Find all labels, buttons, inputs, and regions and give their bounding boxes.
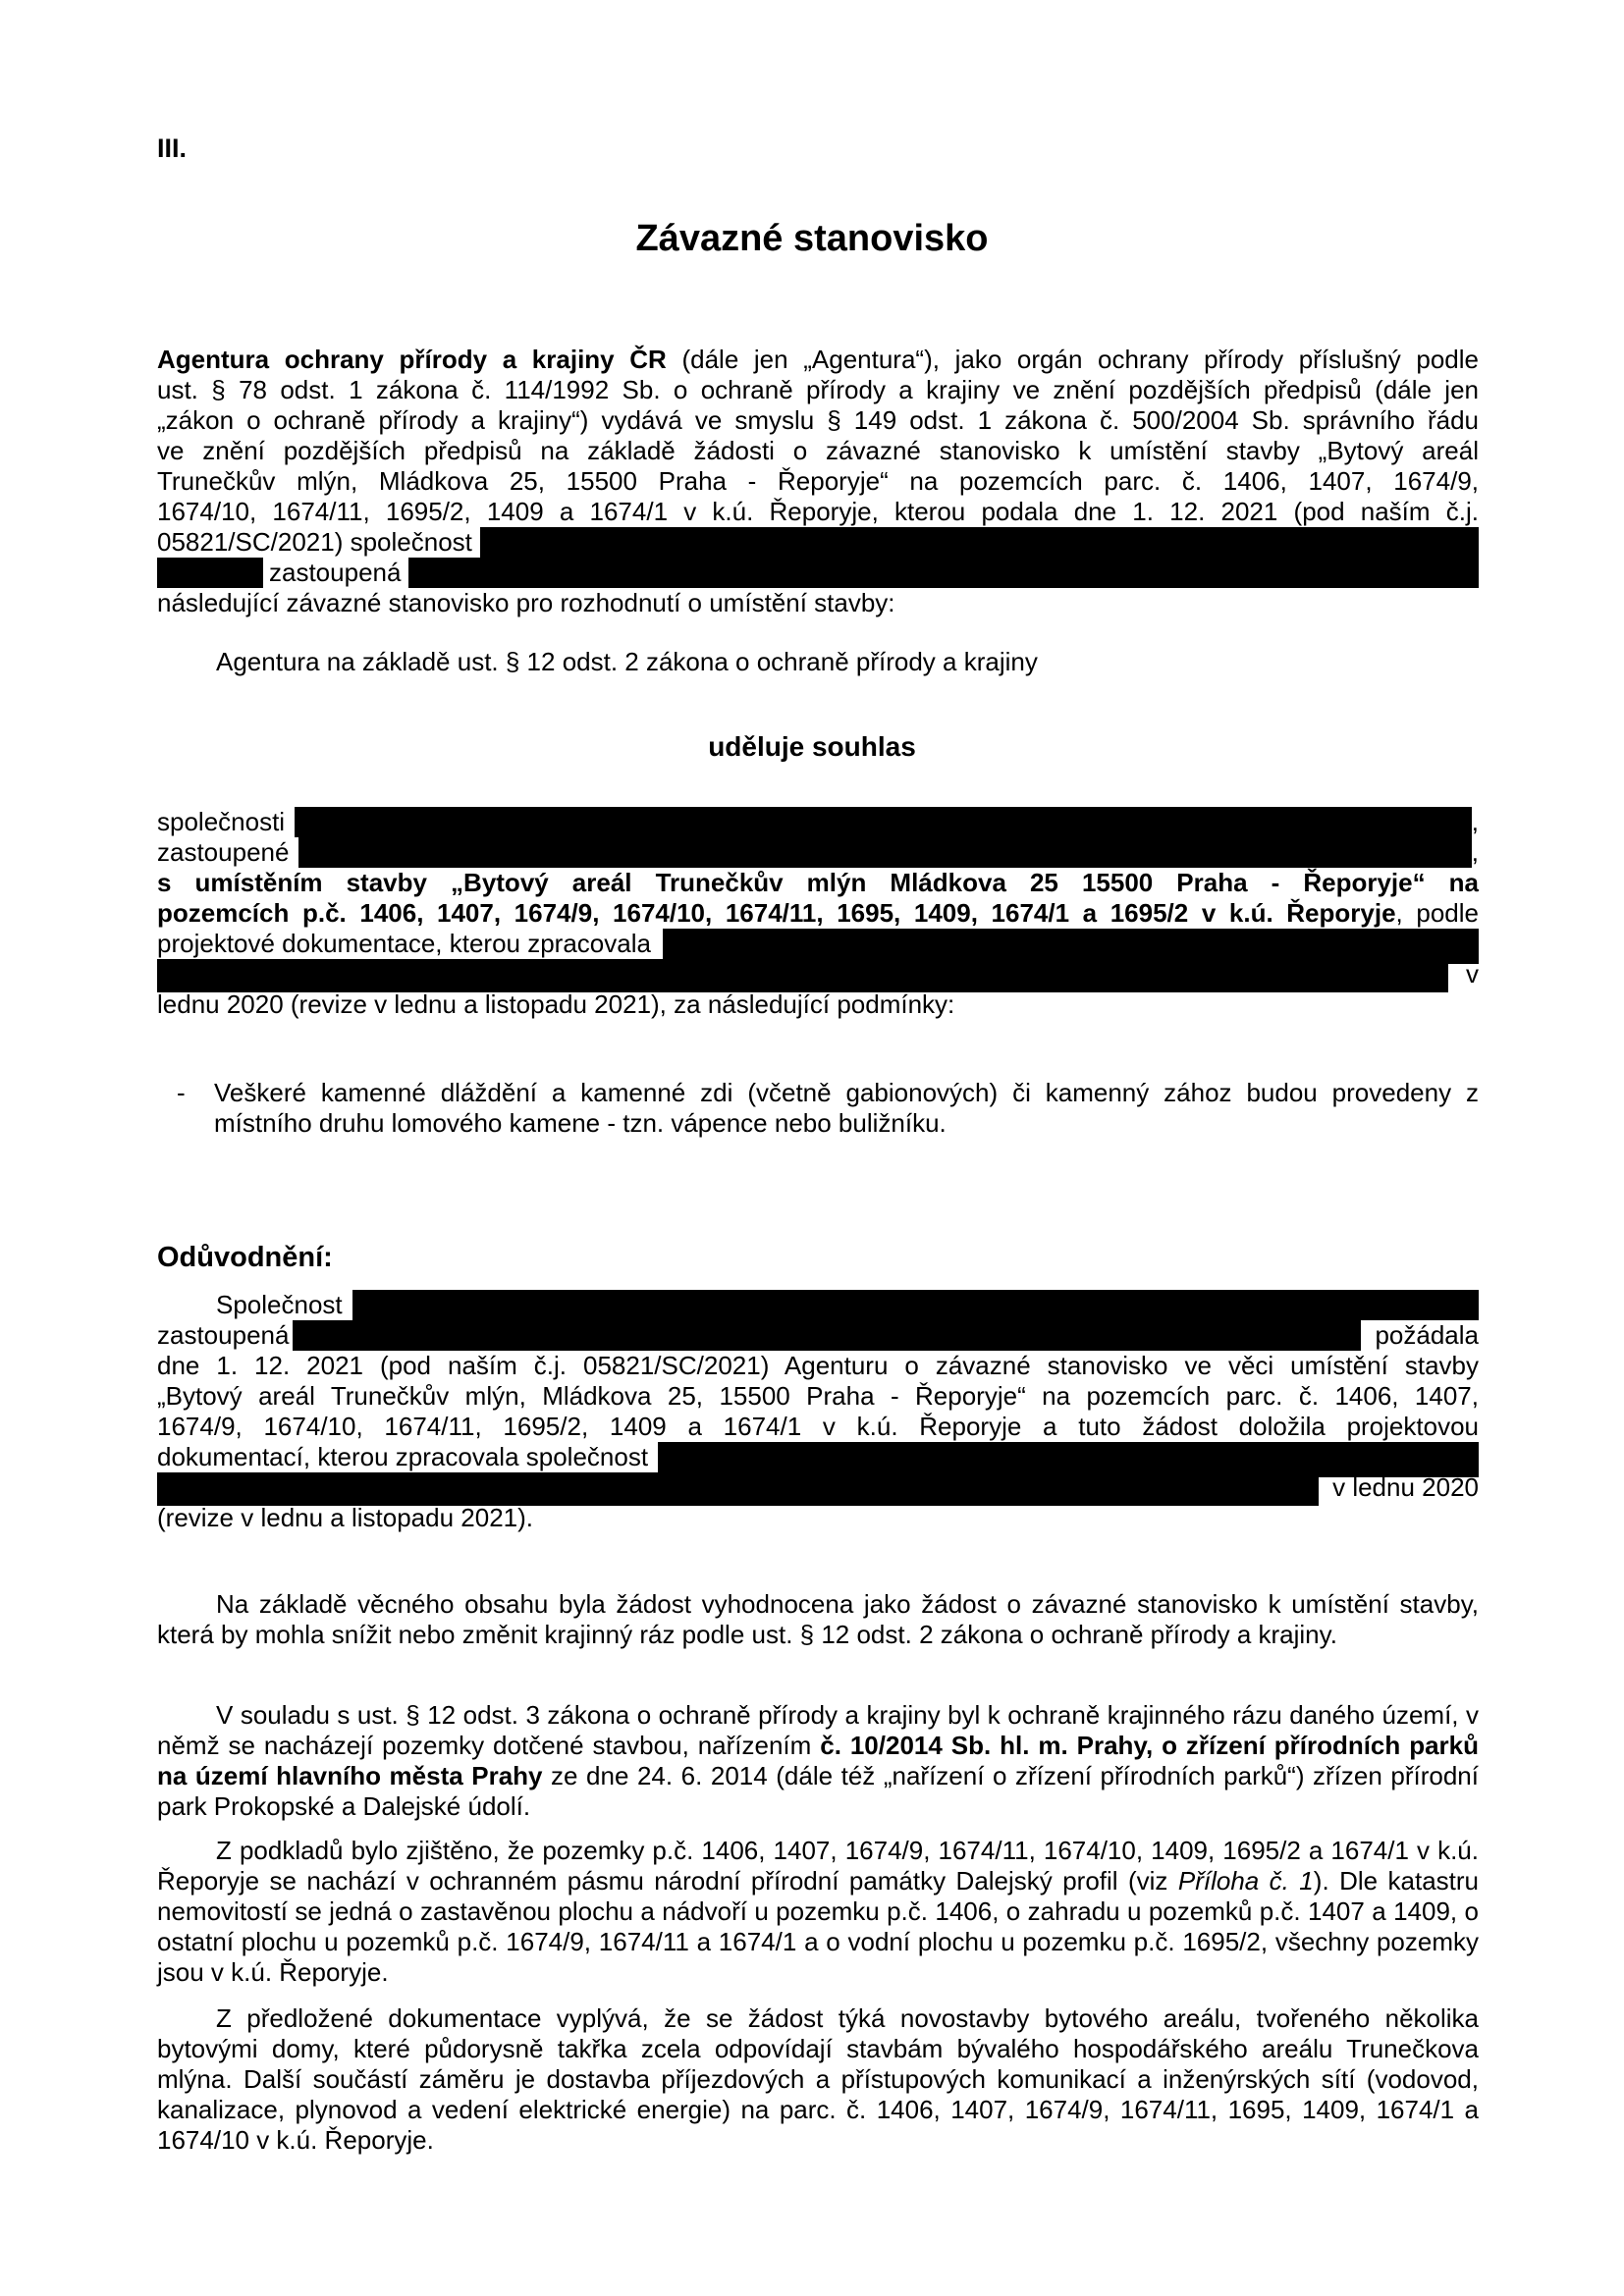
document-title: Závazné stanovisko (635, 218, 989, 259)
reasoning-paragraph-2: Na základě věcného obsahu byla žádost vyhodnocena jako žádost o závazné stanovisko k umístění stavby, která by mohla snížit nebo změnit krajinný ráz podle ust. § 12 odst. 2 zákona o ochraně přírody a krajiny. (157, 1589, 1479, 1649)
redacted-block (352, 1290, 1479, 1320)
redacted-block (293, 1320, 1361, 1351)
consent-paragraph: společnosti , zastoupené , s umístěním stavby „Bytový areál Trunečkův mlýn Mládkova 25 15500 Praha - Řeporyje“ na pozemcích p.č. 1406, 1407, 1674/9, 1674/10, 1674/11, 1695, 1409, 1674/1 a 1695/2 v k.ú. Řeporyje, podle projektové dokumentace, kterou zpracovala v lednu 2020 (revize v lednu a listopadu 2021), za následující podmínky: (157, 807, 1479, 1019)
decision-heading: uděluje souhlas (708, 731, 916, 762)
reasoning-paragraph-1: Společnost zastoupená požádala dne 1. 12. 2021 (pod naším č.j. 05821/SC/2021) Agenturu o závazné stanovisko ve věci umístění stavby „Bytový areál Trunečkův mlýn, Mládkova 25, 15500 Praha - Řeporyje“ na pozemcích parc. č. 1406, 1407, 1674/9, 1674/10, 1674/11, 1695/2, 1409 a 1674/1 v k.ú. Řeporyje a tuto žádost doložila projektovou dokumentací, kterou zpracovala společnost v lednu 2020 (revize v lednu a listopadu 2021). (157, 1290, 1479, 1532)
redacted-block (480, 527, 1479, 558)
redacted-block (157, 558, 263, 588)
legal-basis: Agentura na základě ust. § 12 odst. 2 zákona o ochraně přírody a krajiny (216, 647, 1038, 676)
reasoning-heading: Odůvodnění: (157, 1242, 333, 1273)
intro-paragraph: Agentura ochrany přírody a krajiny ČR (dále jen „Agentura“), jako orgán ochrany přírody příslušný podle ust. § 78 odst. 1 zákona č. 114/1992 Sb. o ochraně přírody a krajiny ve znění pozdějších předpisů (dále jen „zákon o ochraně přírody a krajiny“) vydává ve smyslu § 149 odst. 1 zákona č. 500/2004 Sb. správního řádu ve znění pozdějších předpisů na základě žádosti o závazné stanovisko k umístění stavby „Bytový areál Trunečkův mlýn, Mládkova 25, 15500 Praha - Řeporyje“ na pozemcích parc. č. 1406, 1407, 1674/9, 1674/10, 1674/11, 1695/2, 1409 a 1674/1 v k.ú. Řeporyje, kterou podala dne 1. 12. 2021 (pod naším č.j. 05821/SC/2021) společnost zastoupená následující závazné stanovisko pro rozhodnutí o umístění stavby: (157, 345, 1479, 617)
redacted-block (157, 959, 1448, 992)
regulation-reference: č. 10/2014 Sb. hl. m. Prahy, o zřízení přírodních parků na území hlavního města Prahy (157, 1731, 1479, 1790)
redacted-block (408, 558, 1479, 588)
agency-name: Agentura ochrany přírody a krajiny ČR (157, 345, 667, 374)
redacted-block (298, 837, 1471, 868)
redacted-block (157, 1472, 1319, 1506)
reasoning-paragraph-3: V souladu s ust. § 12 odst. 3 zákona o ochraně přírody a krajiny byl k ochraně krajinného rázu daného území, v němž se nacházejí pozemky dotčené stavbou, nařízením č. 10/2014 Sb. hl. m. Prahy, o zřízení přírodních parků na území hlavního města Prahy ze dne 24. 6. 2014 (dále též „nařízení o zřízení přírodních parků“) zřízen přírodní park Prokopské a Dalejské údolí. (157, 1700, 1479, 1821)
reasoning-paragraph-4: Z podkladů bylo zjištěno, že pozemky p.č. 1406, 1407, 1674/9, 1674/11, 1674/10, 1409, 1695/2 a 1674/1 v k.ú. Řeporyje se nachází v ochranném pásmu národní přírodní památky Dalejský profil (viz Příloha č. 1). Dle katastru nemovitostí se jedná o zastavěnou plochu a nádvoří u pozemku p.č. 1406, o zahradu u pozemků p.č. 1407 a 1409, o ostatní plochu u pozemků p.č. 1674/9, 1674/11 a 1674/1 a o vodní plochu u pozemku p.č. 1695/2, všechny pozemky jsou v k.ú. Řeporyje. (157, 1836, 1480, 1987)
attachment-reference: Příloha č. 1 (1177, 1866, 1314, 1896)
reasoning-paragraph-5: Z předložené dokumentace vyplývá, že se žádost týká novostavby bytového areálu, tvořeného několika bytovými domy, které půdorysně takřka zcela odpovídají stavbám bývalého hospodářského areálu Trunečkova mlýna. Další součástí záměru je dostavba příjezdových a přístupových komunikací a inženýrských sítí (vodovod, kanalizace, plynovod a vedení elektrické energie) na parc. č. 1406, 1407, 1674/9, 1674/11, 1695, 1409, 1674/1 a 1674/10 v k.ú. Řeporyje. (157, 2003, 1479, 2155)
section-number: III. (157, 133, 188, 163)
redacted-block (295, 807, 1472, 837)
condition-item: - Veškeré kamenné dláždění a kamenné zdi (včetně gabionových) či kamenný zához budou provedeny z místního druhu lomového kamene - tzn. vápence nebo buližníku. (177, 1078, 1479, 1138)
